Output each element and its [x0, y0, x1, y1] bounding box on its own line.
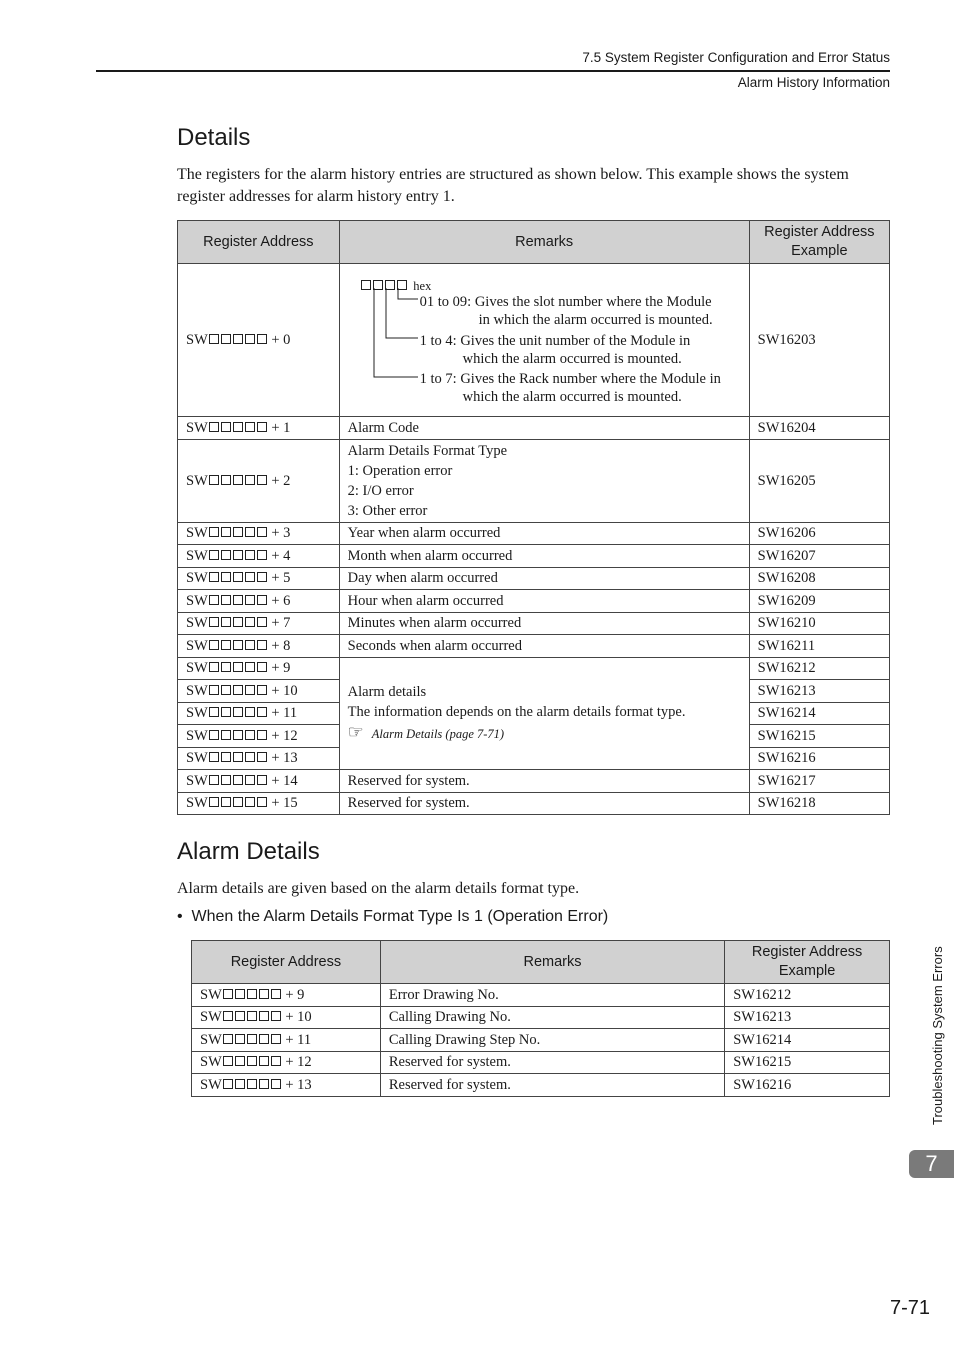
example-cell: SW16217 [749, 770, 889, 793]
placeholder-box-icon [221, 775, 231, 785]
placeholder-box-icon [245, 550, 255, 560]
placeholder-box-icon [223, 1034, 233, 1044]
placeholder-box-icon [245, 707, 255, 717]
example-cell: SW16209 [749, 590, 889, 613]
column-header-example: Register Address Example [749, 221, 889, 264]
column-header-remarks: Remarks [380, 941, 724, 984]
placeholder-box-icon [257, 550, 267, 560]
remarks-cell: Seconds when alarm occurred [339, 635, 749, 658]
placeholder-box-icon [257, 707, 267, 717]
placeholder-box-icon [233, 422, 243, 432]
placeholder-box-icon [223, 1079, 233, 1089]
cross-reference-link[interactable]: Alarm Details (page 7-71) [371, 727, 505, 742]
remarks-cell-alarm-details [339, 657, 749, 770]
page-number: 7-71 [889, 1297, 930, 1319]
remarks-cell [339, 264, 749, 417]
placeholder-box-icon [257, 662, 267, 672]
placeholder-box-icon [257, 422, 267, 432]
table-row [178, 657, 890, 680]
running-header-subsection: Alarm History Information [737, 75, 890, 90]
register-address-cell [192, 984, 381, 1007]
table-row [192, 1074, 890, 1097]
placeholder-box-icon [257, 617, 267, 627]
register-prefix: SW [186, 332, 208, 348]
placeholder-box-icon [233, 550, 243, 560]
placeholder-box-icon [259, 1079, 269, 1089]
placeholder-box-icon [259, 989, 269, 999]
placeholder-box-icon [257, 334, 267, 344]
register-prefix: SW [186, 615, 208, 632]
placeholder-box-icon [209, 797, 219, 807]
rack-description: 1 to 7: Gives the Rack number where the Module in [419, 371, 721, 387]
placeholder-box-icon [235, 1079, 245, 1089]
register-offset: + 10 [267, 682, 298, 699]
placeholder-box-icon [209, 572, 219, 582]
register-prefix: SW [186, 682, 208, 699]
example-cell: SW16204 [749, 417, 889, 440]
cross-reference[interactable] [348, 722, 741, 744]
placeholder-box-icon [245, 617, 255, 627]
placeholder-box-icon [233, 730, 243, 740]
table-row [192, 1029, 890, 1052]
register-address-cell [178, 545, 340, 568]
register-offset: + 5 [267, 570, 291, 587]
placeholder-box-icon [223, 1056, 233, 1066]
register-prefix: SW [186, 592, 208, 609]
rack-description-cont: which the alarm occurred is mounted. [462, 389, 682, 405]
remarks-cell: Day when alarm occurred [339, 567, 749, 590]
placeholder-box-icon [221, 617, 231, 627]
placeholder-box-icon [245, 572, 255, 582]
register-prefix: SW [186, 472, 208, 489]
register-prefix: SW [200, 986, 222, 1003]
placeholder-box-icon [259, 1056, 269, 1066]
placeholder-box-icon [221, 730, 231, 740]
register-address-cell [178, 590, 340, 613]
placeholder-box-icon [259, 1034, 269, 1044]
table-row [192, 1051, 890, 1074]
placeholder-box-icon [209, 775, 219, 785]
register-offset: + 0 [267, 332, 291, 348]
placeholder-box-icon [257, 527, 267, 537]
placeholder-box-icon [209, 685, 219, 695]
placeholder-box-icon [221, 707, 231, 717]
example-cell: SW16210 [749, 612, 889, 635]
table-row [178, 567, 890, 590]
placeholder-box-icon [209, 595, 219, 605]
register-offset: + 10 [281, 1009, 312, 1026]
pointing-hand-icon: ☞ [347, 722, 364, 743]
placeholder-box-icon [221, 334, 231, 344]
register-offset: + 12 [281, 1054, 312, 1071]
register-address-cell [178, 770, 340, 793]
remarks-cell: Reserved for system. [339, 770, 749, 793]
example-cell: SW16214 [725, 1029, 890, 1052]
placeholder-box-icon [235, 1056, 245, 1066]
placeholder-box-icon [221, 640, 231, 650]
register-offset: + 13 [267, 750, 298, 767]
placeholder-box-icon [223, 1011, 233, 1021]
placeholder-box-icon [271, 1011, 281, 1021]
remarks-cell: Month when alarm occurred [339, 545, 749, 568]
format-option: 1: Operation error [347, 462, 453, 479]
register-prefix: SW [186, 419, 208, 436]
placeholder-box-icon [271, 989, 281, 999]
register-prefix: SW [186, 727, 208, 744]
register-address-cell [192, 1029, 381, 1052]
details-intro: The registers for the alarm history entries are structured as shown below. This example shows the system register addresses for alarm history entry 1. [177, 166, 849, 205]
placeholder-box-icon [257, 685, 267, 695]
placeholder-box-icon [245, 527, 255, 537]
placeholder-box-icon [233, 707, 243, 717]
placeholder-box-icon [233, 685, 243, 695]
placeholder-box-icon [221, 422, 231, 432]
register-prefix: SW [200, 1009, 222, 1026]
placeholder-box-icon [257, 730, 267, 740]
placeholder-box-icon [245, 752, 255, 762]
register-prefix: SW [186, 660, 208, 677]
placeholder-box-icon [233, 797, 243, 807]
placeholder-box-icon [233, 595, 243, 605]
placeholder-box-icon [257, 797, 267, 807]
placeholder-box-icon [209, 707, 219, 717]
placeholder-box-icon [233, 640, 243, 650]
remarks-cell: Error Drawing No. [380, 984, 724, 1007]
table-row [178, 635, 890, 658]
example-cell: SW16212 [725, 984, 890, 1007]
placeholder-box-icon [257, 640, 267, 650]
example-cell: SW16211 [749, 635, 889, 658]
remarks-cell [339, 439, 749, 522]
register-prefix: SW [186, 525, 208, 542]
unit-description-cont: which the alarm occurred is mounted. [462, 351, 682, 367]
register-address-cell [178, 635, 340, 658]
register-offset: + 13 [281, 1076, 312, 1093]
register-address-cell [178, 417, 340, 440]
column-header-remarks: Remarks [339, 221, 749, 264]
placeholder-box-icon [209, 475, 219, 485]
placeholder-box-icon [257, 572, 267, 582]
register-prefix: SW [186, 772, 208, 789]
placeholder-box-icon [259, 1011, 269, 1021]
table-row [192, 1006, 890, 1029]
placeholder-box-icon [247, 1056, 257, 1066]
example-cell: SW16206 [749, 522, 889, 545]
example-cell: SW16213 [725, 1006, 890, 1029]
placeholder-box-icon [223, 989, 233, 999]
placeholder-box-icon [221, 572, 231, 582]
register-offset: + 2 [267, 472, 291, 489]
placeholder-box-icon [245, 595, 255, 605]
bullet-dot-icon: • [177, 908, 183, 925]
placeholder-box-icon [257, 775, 267, 785]
placeholder-box-icon [271, 1034, 281, 1044]
placeholder-box-icon [209, 662, 219, 672]
register-offset: + 11 [267, 705, 298, 722]
operation-error-table [191, 940, 890, 1097]
placeholder-box-icon [221, 595, 231, 605]
placeholder-box-icon [235, 1034, 245, 1044]
placeholder-box-icon [233, 775, 243, 785]
placeholder-box-icon [257, 752, 267, 762]
register-prefix: SW [186, 750, 208, 767]
register-offset: + 7 [267, 615, 291, 632]
placeholder-box-icon [245, 797, 255, 807]
example-cell: SW16205 [749, 439, 889, 522]
example-cell: SW16218 [749, 792, 889, 815]
placeholder-box-icon [257, 475, 267, 485]
placeholder-box-icon [209, 640, 219, 650]
column-header-register-address: Register Address [192, 941, 381, 984]
placeholder-box-icon [221, 752, 231, 762]
register-address-cell [192, 1006, 381, 1029]
alarm-details-intro: Alarm details are given based on the alarm details format type. [177, 880, 580, 897]
register-address-cell [178, 747, 340, 770]
register-address-cell [178, 680, 340, 703]
table-row [178, 792, 890, 815]
table-header-row [178, 221, 890, 264]
column-header-register-address: Register Address [178, 221, 340, 264]
placeholder-box-icon [233, 334, 243, 344]
register-address-cell [178, 567, 340, 590]
unit-description: 1 to 4: Gives the unit number of the Module in [419, 333, 691, 349]
placeholder-box-icon [271, 1056, 281, 1066]
placeholder-box-icon [245, 730, 255, 740]
table-row [178, 770, 890, 793]
placeholder-box-icon [245, 775, 255, 785]
placeholder-box-icon [221, 685, 231, 695]
alarm-details-text: The information depends on the alarm details format type. [347, 704, 686, 721]
remarks-cell: Alarm Code [339, 417, 749, 440]
placeholder-box-icon [209, 550, 219, 560]
register-offset: + 6 [267, 592, 291, 609]
register-prefix: SW [200, 1076, 222, 1093]
table-row [178, 612, 890, 635]
example-cell: SW16214 [749, 702, 889, 725]
example-cell: SW16213 [749, 680, 889, 703]
placeholder-box-icon [247, 989, 257, 999]
placeholder-box-icon [245, 475, 255, 485]
bullet-text: When the Alarm Details Format Type Is 1 (Operation Error) [191, 908, 609, 925]
remarks-cell: Calling Drawing Step No. [380, 1029, 724, 1052]
header-rule [96, 70, 890, 72]
placeholder-box-icon [221, 475, 231, 485]
register-offset: + 3 [267, 525, 291, 542]
placeholder-box-icon [245, 685, 255, 695]
example-cell: SW16208 [749, 567, 889, 590]
register-prefix: SW [186, 570, 208, 587]
chapter-side-label: Troubleshooting System Errors [930, 946, 945, 1125]
format-type-bullet [177, 908, 608, 926]
table-row [192, 984, 890, 1007]
table-header-row [192, 941, 890, 984]
placeholder-box-icon [233, 572, 243, 582]
example-cell: SW16216 [725, 1074, 890, 1097]
placeholder-box-icon [233, 475, 243, 485]
placeholder-box-icon [209, 617, 219, 627]
register-offset: + 4 [267, 547, 291, 564]
format-type-title: Alarm Details Format Type [347, 442, 508, 459]
register-address-cell [192, 1051, 381, 1074]
slot-description-cont: in which the alarm occurred is mounted. [478, 312, 713, 328]
register-prefix: SW [186, 637, 208, 654]
placeholder-box-icon [209, 527, 219, 537]
remarks-cell: Reserved for system. [380, 1051, 724, 1074]
register-address-cell [178, 612, 340, 635]
format-option: 3: Other error [347, 502, 428, 519]
register-prefix: SW [200, 1031, 222, 1048]
alarm-details-heading: Alarm Details [177, 838, 320, 865]
placeholder-box-icon [245, 422, 255, 432]
placeholder-box-icon [233, 662, 243, 672]
placeholder-box-icon [245, 640, 255, 650]
register-address-cell [178, 522, 340, 545]
placeholder-box-icon [247, 1079, 257, 1089]
placeholder-box-icon [235, 1011, 245, 1021]
placeholder-box-icon [247, 1011, 257, 1021]
remarks-cell: Reserved for system. [380, 1074, 724, 1097]
example-cell: SW16207 [749, 545, 889, 568]
details-register-table [177, 220, 890, 815]
placeholder-box-icon [257, 595, 267, 605]
placeholder-box-icon [209, 422, 219, 432]
register-offset: + 12 [267, 727, 298, 744]
table-row [178, 264, 890, 417]
alarm-details-title: Alarm details [347, 684, 427, 701]
register-address-cell [178, 264, 340, 417]
register-offset: + 8 [267, 637, 291, 654]
register-offset: + 11 [281, 1031, 312, 1048]
register-offset: + 9 [267, 660, 291, 677]
remarks-cell: Minutes when alarm occurred [339, 612, 749, 635]
hex-label: hex [413, 279, 432, 293]
table-row [178, 522, 890, 545]
register-bit-diagram [348, 270, 740, 410]
register-address-cell [178, 792, 340, 815]
placeholder-box-icon [235, 989, 245, 999]
register-offset: + 14 [267, 772, 298, 789]
placeholder-box-icon [233, 752, 243, 762]
register-prefix: SW [186, 795, 208, 812]
example-cell: SW16212 [749, 657, 889, 680]
example-cell: SW16215 [725, 1051, 890, 1074]
register-offset: + 9 [281, 986, 305, 1003]
example-cell: SW16203 [749, 264, 889, 417]
placeholder-box-icon [209, 730, 219, 740]
register-address-cell [192, 1074, 381, 1097]
table-row [178, 417, 890, 440]
running-header-section: 7.5 System Register Configuration and Error Status [582, 50, 890, 65]
register-prefix: SW [200, 1054, 222, 1071]
placeholder-box-icon [221, 527, 231, 537]
register-offset: + 1 [267, 419, 291, 436]
table-row [178, 439, 890, 522]
register-offset: + 15 [267, 795, 298, 812]
placeholder-box-icon [247, 1034, 257, 1044]
placeholder-box-icon [271, 1079, 281, 1089]
table-row [178, 590, 890, 613]
details-heading: Details [177, 124, 251, 151]
register-prefix: SW [186, 547, 208, 564]
column-header-example: Register Address Example [725, 941, 890, 984]
placeholder-box-icon [209, 752, 219, 762]
placeholder-box-icon [233, 527, 243, 537]
placeholder-box-icon [245, 662, 255, 672]
placeholder-box-icon [221, 550, 231, 560]
remarks-cell: Calling Drawing No. [380, 1006, 724, 1029]
remarks-cell: Reserved for system. [339, 792, 749, 815]
chapter-tab: 7 [909, 1150, 954, 1178]
placeholder-box-icon [209, 334, 219, 344]
placeholder-box-icon [245, 334, 255, 344]
table-row [178, 545, 890, 568]
placeholder-box-icon [221, 797, 231, 807]
remarks-cell: Hour when alarm occurred [339, 590, 749, 613]
format-option: 2: I/O error [347, 482, 414, 499]
register-address-cell [178, 657, 340, 680]
placeholder-box-icon [221, 662, 231, 672]
register-address-cell [178, 439, 340, 522]
placeholder-box-icon [233, 617, 243, 627]
example-cell: SW16216 [749, 747, 889, 770]
slot-description: 01 to 09: Gives the slot number where the Module [419, 294, 712, 310]
register-address-cell [178, 702, 340, 725]
register-address-cell [178, 725, 340, 748]
remarks-cell: Year when alarm occurred [339, 522, 749, 545]
example-cell: SW16215 [749, 725, 889, 748]
register-prefix: SW [186, 705, 208, 722]
